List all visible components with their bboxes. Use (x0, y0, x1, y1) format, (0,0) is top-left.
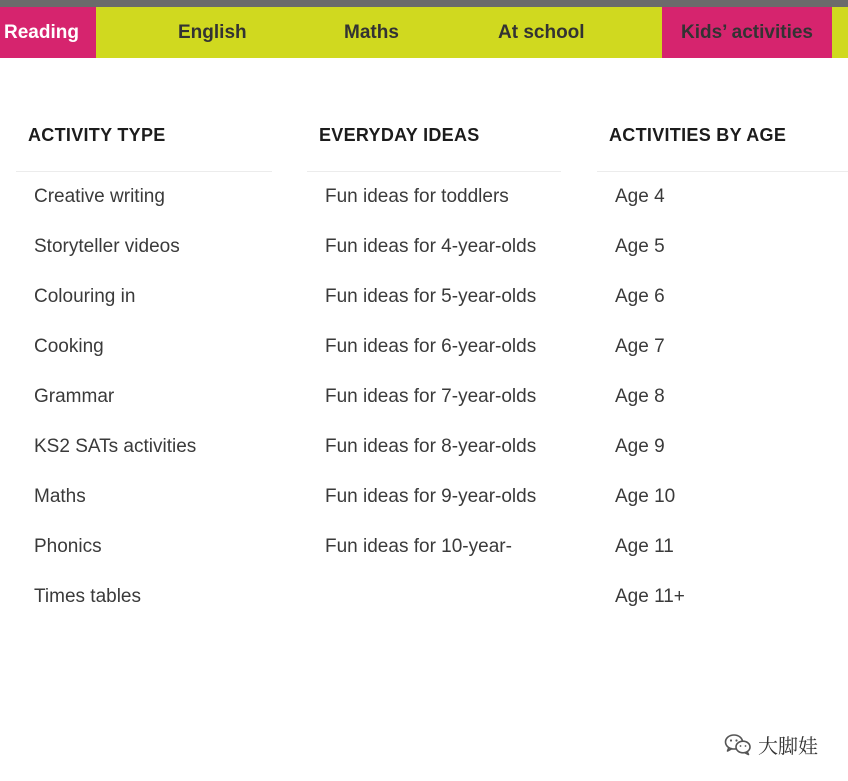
main-nav (0, 7, 848, 58)
menu-link-age-7[interactable]: Age 7 (615, 336, 665, 357)
nav-item-maths[interactable]: Maths (344, 22, 399, 43)
menu-link-9-year-olds[interactable]: Fun ideas for 9-year-olds (325, 486, 537, 507)
watermark (724, 728, 818, 760)
top-strip (0, 0, 848, 7)
menu-link-4-year-olds[interactable]: Fun ideas for 4-year-olds (325, 236, 537, 257)
menu-link-10-year-olds[interactable]: Fun ideas for 10-year- (325, 536, 512, 557)
menu-link-cooking[interactable]: Cooking (34, 336, 104, 357)
wechat-icon (724, 732, 752, 756)
menu-link-age-11-plus[interactable]: Age 11+ (615, 586, 685, 607)
activities-by-age-list (615, 179, 835, 629)
menu-link-colouring-in[interactable]: Colouring in (34, 286, 136, 307)
column-divider (597, 171, 848, 172)
menu-link-age-9[interactable]: Age 9 (615, 436, 665, 457)
menu-link-5-year-olds[interactable]: Fun ideas for 5-year-olds (325, 286, 537, 307)
menu-link-7-year-olds[interactable]: Fun ideas for 7-year-olds (325, 386, 537, 407)
everyday-ideas-list (325, 179, 540, 579)
column-divider (16, 171, 272, 172)
menu-link-times-tables[interactable]: Times tables (34, 586, 141, 607)
nav-item-reading[interactable]: Reading (0, 7, 96, 58)
menu-link-8-year-olds[interactable]: Fun ideas for 8-year-olds (325, 436, 537, 457)
column-heading-everyday-ideas: EVERYDAY IDEAS (319, 125, 480, 145)
activity-type-list (34, 179, 264, 629)
menu-link-toddlers[interactable]: Fun ideas for toddlers (325, 186, 509, 207)
menu-link-phonics[interactable]: Phonics (34, 536, 102, 557)
menu-link-ks2-sats[interactable]: KS2 SATs activities (34, 436, 197, 457)
menu-link-6-year-olds[interactable]: Fun ideas for 6-year-olds (325, 336, 537, 357)
menu-link-creative-writing[interactable]: Creative writing (34, 186, 165, 207)
menu-link-age-6[interactable]: Age 6 (615, 286, 665, 307)
menu-link-storyteller-videos[interactable]: Storyteller videos (34, 236, 180, 257)
menu-link-maths[interactable]: Maths (34, 486, 86, 507)
menu-link-age-10[interactable]: Age 10 (615, 486, 676, 507)
menu-link-age-8[interactable]: Age 8 (615, 386, 665, 407)
menu-link-age-5[interactable]: Age 5 (615, 236, 665, 257)
column-divider (307, 171, 561, 172)
column-heading-activity-type: ACTIVITY TYPE (28, 125, 166, 145)
nav-item-english[interactable]: English (178, 22, 247, 43)
column-heading-activities-by-age: ACTIVITIES BY AGE (609, 125, 787, 145)
menu-link-age-4[interactable]: Age 4 (615, 186, 665, 207)
watermark-text: 大脚娃 (758, 733, 818, 758)
menu-link-age-11[interactable]: Age 11 (615, 536, 674, 557)
nav-item-at-school[interactable]: At school (498, 22, 585, 43)
nav-item-kids-activities[interactable]: Kids’ activities (662, 7, 832, 58)
menu-link-grammar[interactable]: Grammar (34, 386, 115, 407)
